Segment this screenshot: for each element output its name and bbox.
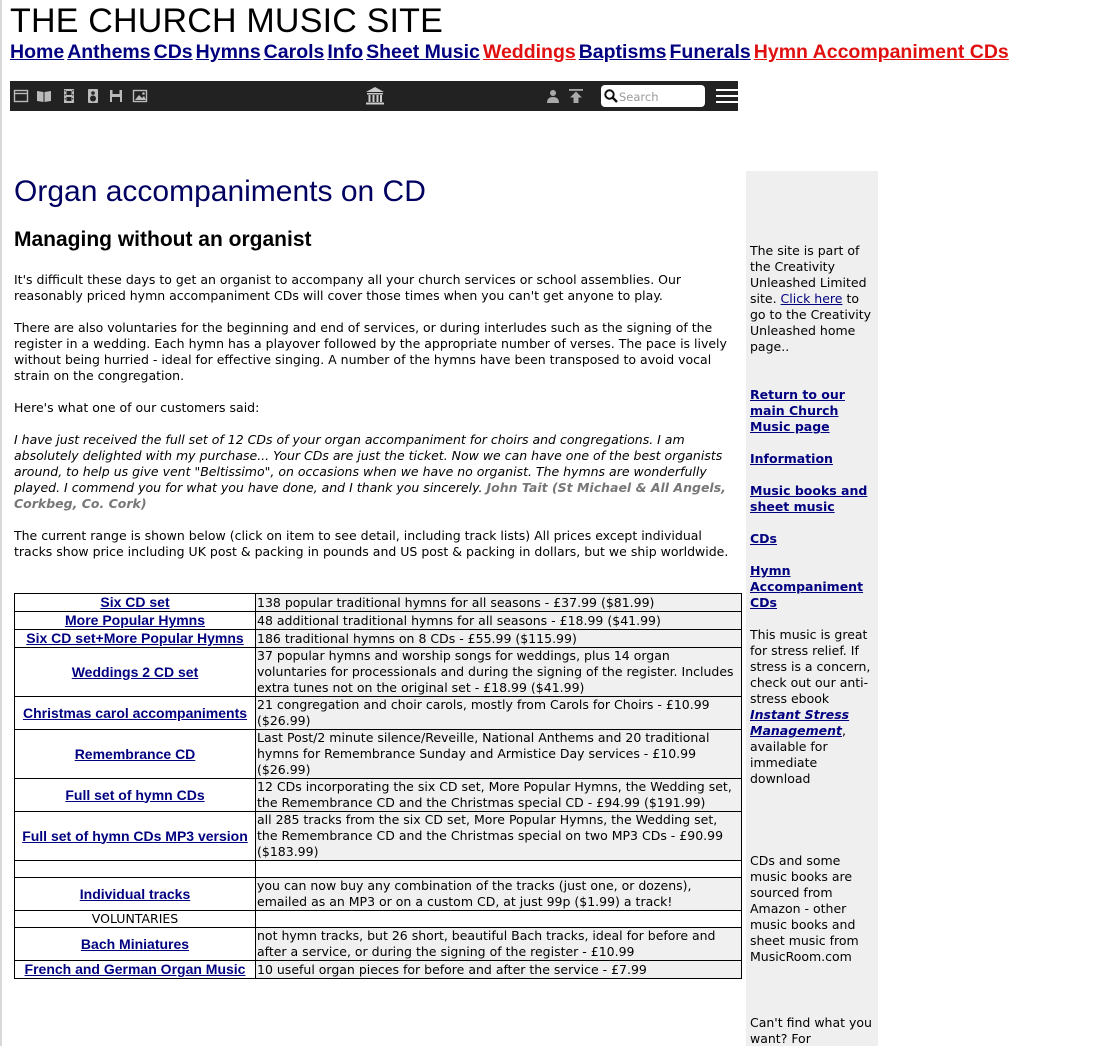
instant-stress-management-link[interactable]: Instant Stress Management: [750, 707, 850, 738]
product-name-cell: [15, 648, 256, 697]
page-left-border: [0, 0, 2, 1046]
sidebar-intro: [750, 243, 876, 355]
save-icon[interactable]: [108, 88, 124, 104]
sidebar-intro-text-2: to go to the Creativity Unleashed home page..: [750, 291, 872, 354]
top-navigation: [10, 41, 1012, 64]
sidebar-cant-find: Can't find what you want? For: [750, 1015, 872, 1046]
product-link[interactable]: Full set of hymn CDs MP3 version: [22, 827, 248, 844]
intro-text: [14, 272, 730, 576]
product-name-cell: [15, 928, 256, 961]
sidebar-amazon-note: CDs and some music books are sourced from Amazon - other music books and sheet music from MusicRoom.com: [750, 853, 859, 964]
stress-text-2: , available for immediate download: [750, 723, 846, 786]
customer-lead-in: Here's what one of our customers said:: [14, 400, 260, 415]
sidebar-stress-note: [750, 627, 876, 787]
sidebar-intro-text: The site is part of the Creativity Unleashed Limited site.: [750, 243, 867, 306]
speaker-icon[interactable]: [85, 88, 101, 104]
product-description: all 285 tracks from the six CD set, More Popular Hymns, the Wedding set, the Remembrance CD and the Christmas special on two MP3 CDs - £90.99 ($183.99): [256, 812, 742, 861]
quote-text: I have just received the full set of 12 CDs of your organ accompaniment for choirs and congregations. I am absolutely delighted with my purchase... Your CDs are just the ticket. Now we can have one of the best organists around, to help us give vent "Beltissimo", on occasions when we have no organist. The hymns are wonderfully played. I commend you for what you have done, and I thank you sincerely.: [14, 432, 723, 495]
quote-attribution: John Tait (St Michael & All Angels, Corkbeg, Co. Cork): [14, 480, 726, 511]
product-description: 138 popular traditional hymns for all seasons - £37.99 ($81.99): [256, 594, 742, 612]
hamburger-menu-icon[interactable]: [715, 87, 739, 105]
nav-link-hymn-accompaniment-cds[interactable]: Hymn Accompaniment CDs: [753, 41, 1009, 63]
search-box: [601, 85, 705, 107]
product-description: you can now buy any combination of the tracks (just one, or dozens), emailed as an MP3 or on a custom CD, at just 99p ($1.99) a track!: [256, 878, 742, 911]
product-link[interactable]: Bach Miniatures: [80, 935, 190, 952]
search-input[interactable]: [619, 89, 699, 104]
upload-icon[interactable]: [568, 88, 584, 104]
stress-text: This music is great for stress relief. If stress is a concern, check out our anti-stress ebook: [750, 627, 871, 706]
window-icon[interactable]: [13, 88, 29, 104]
site-title: THE CHURCH MUSIC SITE: [10, 2, 443, 40]
creativity-unleashed-link[interactable]: Click here: [780, 291, 843, 306]
product-link[interactable]: Six CD set+More Popular Hymns: [26, 630, 244, 646]
nav-link-info[interactable]: Info: [327, 41, 364, 63]
nav-link-weddings[interactable]: Weddings: [482, 41, 576, 63]
product-description: [256, 861, 742, 878]
sidebar: [746, 171, 878, 1046]
range-description: The current range is shown below (click on item to see detail, including track lists) All prices except individual tracks show price including UK post & packing in pounds and US post & packing in dollars, but we ship worldwide.: [14, 528, 729, 559]
product-row: [15, 878, 742, 911]
nav-link-hymns[interactable]: Hymns: [195, 41, 261, 63]
product-row: [15, 928, 742, 961]
product-name-cell: [15, 812, 256, 861]
product-row: [15, 612, 742, 630]
section-label: VOLUNTARIES: [91, 911, 179, 926]
nav-link-funerals[interactable]: Funerals: [669, 41, 751, 63]
sidebar-link-information[interactable]: Information: [750, 451, 833, 466]
product-row: [15, 594, 742, 612]
nav-link-carols[interactable]: Carols: [263, 41, 325, 63]
product-description: 10 useful organ pieces for before and after the service - £7.99: [256, 961, 742, 979]
product-description: Last Post/2 minute silence/Reveille, National Anthems and 20 traditional hymns for Remembrance Sunday and Armistice Day services - £10.99 ($26.99): [256, 730, 742, 779]
product-row: [15, 961, 742, 979]
book-icon[interactable]: [36, 88, 52, 104]
sidebar-link-music-books[interactable]: Music books and sheet music: [750, 483, 868, 514]
product-link[interactable]: Six CD set: [100, 594, 170, 610]
product-row: [15, 861, 742, 878]
sidebar-link-return-main[interactable]: Return to our main Church Music page: [750, 387, 845, 434]
nav-link-anthems[interactable]: Anthems: [67, 41, 151, 63]
product-name-cell: [15, 911, 256, 928]
nav-link-home[interactable]: Home: [10, 41, 65, 63]
product-name-cell: [15, 730, 256, 779]
film-icon[interactable]: [61, 88, 77, 104]
product-name-cell: [15, 697, 256, 730]
image-icon[interactable]: [132, 88, 148, 104]
product-link[interactable]: French and German Organ Music: [24, 961, 246, 977]
product-row: [15, 648, 742, 697]
museum-icon[interactable]: [365, 86, 385, 106]
nav-link-sheet-music[interactable]: Sheet Music: [366, 41, 480, 63]
product-name-cell: [15, 630, 256, 648]
product-row: [15, 630, 742, 648]
product-row: [15, 730, 742, 779]
user-icon[interactable]: [545, 88, 561, 104]
product-row: [15, 911, 742, 928]
product-link[interactable]: Remembrance CD: [74, 745, 196, 762]
product-description: 37 popular hymns and worship songs for weddings, plus 14 organ voluntaries for processionals and during the signing of the register. Includes extra tunes not on the original set - £18.99 ($41.99): [256, 648, 742, 697]
section-heading: Managing without an organist: [14, 228, 312, 251]
product-link[interactable]: Individual tracks: [79, 885, 191, 902]
customer-quote: [14, 432, 730, 512]
nav-link-cds[interactable]: CDs: [153, 41, 193, 63]
voluntaries-paragraph: There are also voluntaries for the beginning and end of services, or during interludes such as the signing of the register in a wedding. Each hymn has a playover followed by the appropriate number of verses. The pace is lively without being hurried - ideal for effective singing. A number of the hymns have been transposed to avoid vocal strain on the congregation.: [14, 320, 727, 383]
product-name-cell: [15, 612, 256, 630]
product-description: 12 CDs incorporating the six CD set, More Popular Hymns, the Wedding set, the Remembrance CD and the Christmas special CD - £94.99 ($191.99): [256, 779, 742, 812]
product-row: [15, 697, 742, 730]
product-link[interactable]: More Popular Hymns: [64, 612, 206, 628]
product-range-table: [14, 593, 742, 979]
product-link[interactable]: Weddings 2 CD set: [71, 663, 199, 680]
sidebar-link-cds[interactable]: CDs: [750, 531, 777, 546]
product-name-cell: [15, 594, 256, 612]
product-description: [256, 911, 742, 928]
product-link[interactable]: Full set of hymn CDs: [65, 786, 205, 803]
search-icon[interactable]: [603, 88, 619, 104]
product-description: 186 traditional hymns on 8 CDs - £55.99 ($115.99): [256, 630, 742, 648]
product-name-cell: [15, 861, 256, 878]
product-name-cell: [15, 878, 256, 911]
product-name-cell: [15, 961, 256, 979]
product-description: 21 congregation and choir carols, mostly from Carols for Choirs - £10.99 ($26.99): [256, 697, 742, 730]
sidebar-link-hymn-accompaniment[interactable]: Hymn Accompaniment CDs: [750, 563, 864, 610]
page-title: Organ accompaniments on CD: [14, 175, 426, 208]
toolbar: [10, 81, 738, 111]
product-description: 48 additional traditional hymns for all seasons - £18.99 ($41.99): [256, 612, 742, 630]
intro-paragraph: It's difficult these days to get an organist to accompany all your church services or school assemblies. Our reasonably priced hymn accompaniment CDs will cover those times when you can't get anyone to play.: [14, 272, 682, 303]
product-name-cell: [15, 779, 256, 812]
product-description: not hymn tracks, but 26 short, beautiful Bach tracks, ideal for before and after a service, or during the signing of the register - £10.99: [256, 928, 742, 961]
product-row: [15, 812, 742, 861]
nav-link-baptisms[interactable]: Baptisms: [578, 41, 667, 63]
product-row: [15, 779, 742, 812]
product-link[interactable]: Christmas carol accompaniments: [22, 704, 248, 721]
